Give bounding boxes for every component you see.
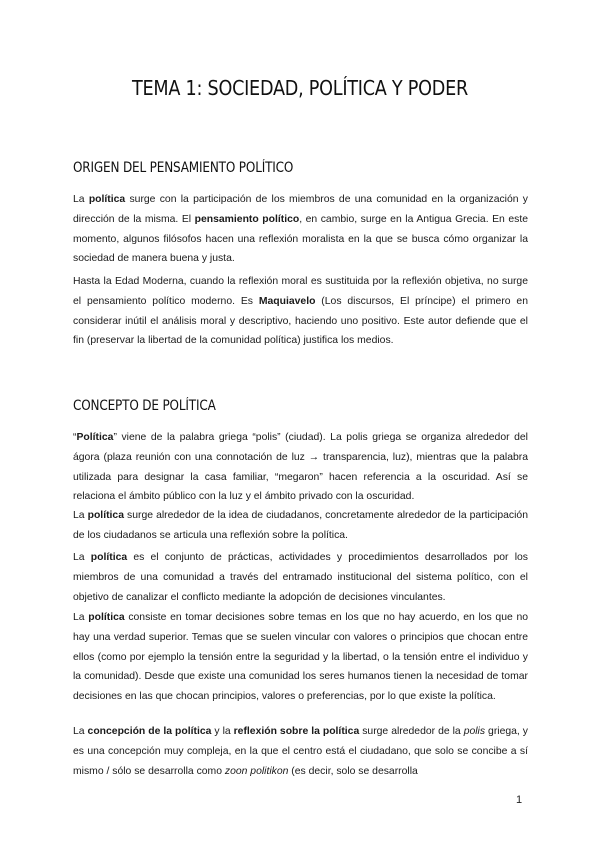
text-run: (Los discursos, El príncipe) el primero en considerar inútil el análisis moral y descriptivo, haciendo uno positivo. Este autor defiende que el fin (preservar la libertad de la comunidad política) justifica los medios.	[73, 295, 528, 347]
bold-text: concepción de la política	[87, 726, 212, 737]
text-run: surge alrededor de la idea de ciudadanos, concretamente alrededor de la participación de los ciudadanos se articula una reflexión sobre la política.	[73, 510, 528, 541]
paragraph	[73, 190, 528, 269]
text-run: La	[73, 552, 91, 563]
bold-text: política	[90, 552, 128, 563]
text-run: surge con la participación de los miembros de una comunidad en la organización y dirección de la misma. El	[73, 194, 528, 225]
text-run: , en cambio, surge en la Antigua Grecia. En este momento, algunos filósofos hacen una reflexión moralista en la que se busca cómo organizar la sociedad de manera buena y justa.	[73, 213, 529, 265]
bold-text: política	[88, 194, 126, 205]
text-run: griega, y es una concepción muy compleja, en la que el centro está el ciudadano, que solo se concibe a sí mismo / sólo se desarrolla como	[73, 726, 528, 777]
text-run: La	[73, 510, 88, 521]
paragraph	[73, 722, 528, 781]
paragraph	[73, 428, 528, 507]
text-run: consiste en tomar decisiones sobre temas en los que no hay acuerdo, en los que no hay una verdad superior. Temas que se suelen vincular con valores o principios que chocan entre ellos (como por ejemplo la tensión entre la seguridad y la libertad, o la tensión entre el individuo y la comunidad). Desde que existe una comunidad los seres humanos tienen la necesidad de tomar decisiones en las que chocan principios, valores o preferencias, por lo que existe la política.	[73, 612, 529, 703]
page-number: 1	[516, 794, 523, 806]
text-run: “	[73, 432, 77, 443]
text-run: surge alrededor de la	[359, 726, 464, 737]
paragraph	[73, 272, 528, 351]
italic-text: polis	[463, 726, 486, 737]
text-run: La	[73, 194, 89, 205]
bold-text: reflexión sobre la política	[233, 726, 360, 737]
paragraph	[73, 506, 528, 546]
text-run: La	[73, 612, 89, 623]
text-run: (es decir, solo se desarrolla	[288, 765, 418, 777]
page-title: TEMA 1: SOCIEDAD, POLÍTICA Y PODER	[132, 76, 468, 100]
section-heading-concepto: CONCEPTO DE POLÍTICA	[73, 398, 216, 414]
text-run: La	[73, 726, 88, 737]
bold-text: política	[88, 612, 125, 623]
text-run: y la	[211, 726, 234, 737]
bold-text: Política	[76, 432, 114, 443]
bold-text: Maquiavelo	[258, 295, 316, 307]
text-run: es el conjunto de prácticas, actividades y procedimientos desarrollados por los miembros de una comunidad a través del entramado institucional del sistema político, con el objetivo de canalizar el conflicto mediante la adopción de decisiones vinculantes.	[73, 552, 528, 603]
paragraph	[73, 608, 528, 707]
paragraph	[73, 548, 528, 607]
text-run: ” viene de la palabra griega “polis” (ciudad). La polis griega se organiza alrededor del ágora (plaza reunión con una connotación de luz → transparencia, luz), mientras que la palabra utilizada para designar la casa familiar, “megaron” hacen referencia a la oscuridad. Así se relaciona el ámbito público con la luz y el ámbito privado con la oscuridad.	[73, 432, 528, 503]
bold-text: pensamiento político	[194, 213, 300, 225]
section-heading-origen: ORIGEN DEL PENSAMIENTO POLÍTICO	[73, 160, 294, 176]
text-run: Hasta la Edad Moderna, cuando la reflexión moral es sustituida por la reflexión objetiva, no surge el pensamiento político moderno. Es	[73, 276, 528, 307]
bold-text: política	[87, 510, 124, 521]
italic-text: zoon politikon	[224, 765, 289, 777]
